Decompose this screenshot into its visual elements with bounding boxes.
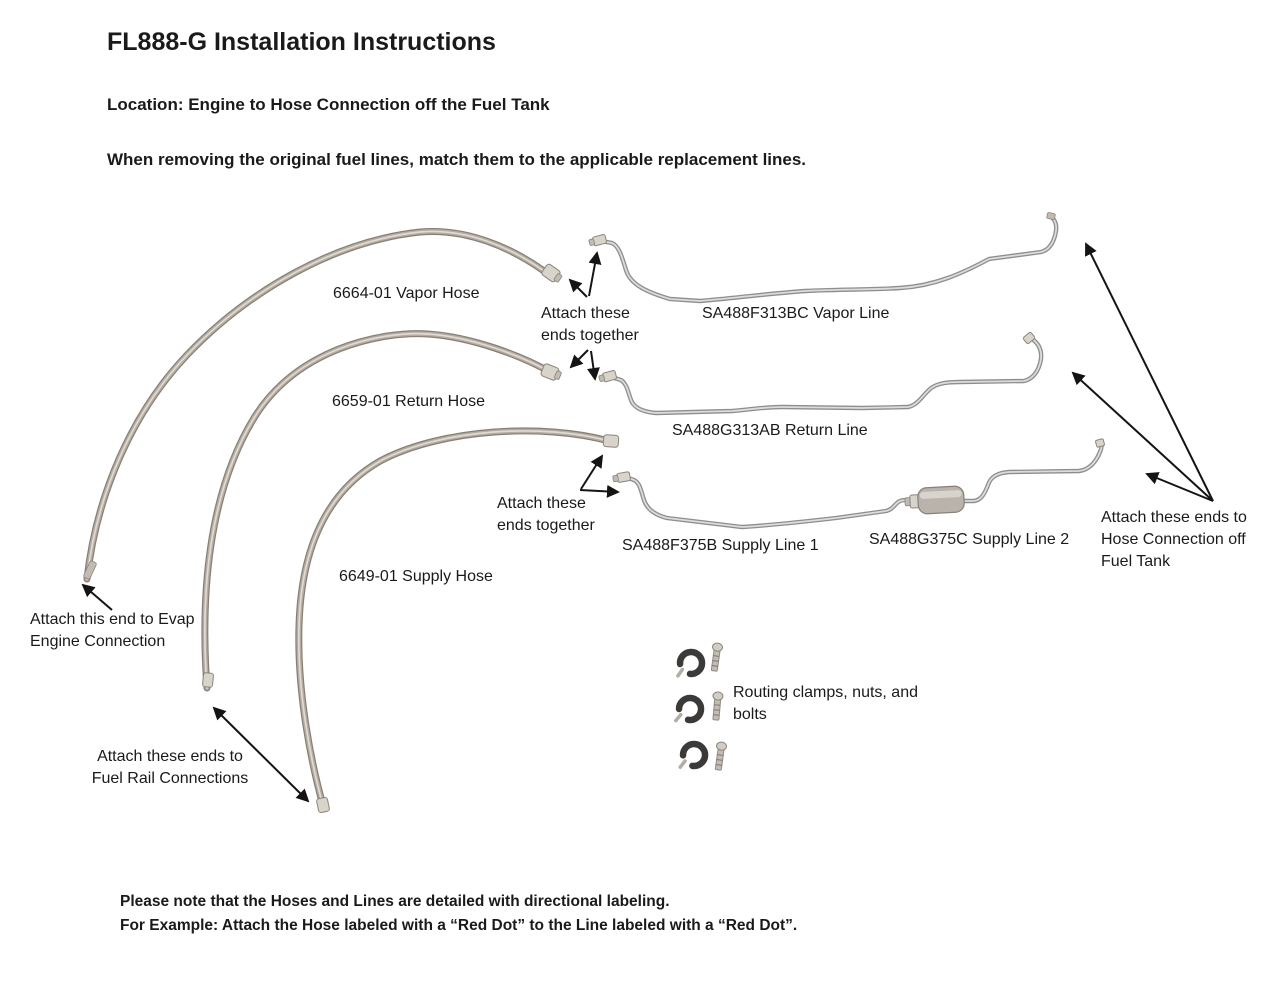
arrow-to-evap-end: [83, 585, 112, 610]
supply-line-graphic: [612, 439, 1104, 527]
annotation-attach-tank: Attach these ends to Hose Connection off Fuel Tank: [1101, 509, 1247, 570]
arrow-to-supply-hose-end: [581, 456, 602, 489]
supply-hose-graphic: [299, 431, 619, 813]
label-vapor-hose: 6664-01 Vapor Hose: [333, 285, 480, 302]
hardware-icons: [672, 642, 727, 770]
return-line-graphic: [598, 332, 1041, 413]
footer-note-line1: Please note that the Hoses and Lines are detailed with directional labeling.: [120, 893, 670, 910]
routing-clamp-icon: [673, 650, 705, 678]
removal-note: When removing the original fuel lines, match them to the applicable replacement lines.: [107, 150, 807, 169]
label-vapor-line: SA488F313BC Vapor Line: [702, 305, 890, 322]
label-return-hose: 6659-01 Return Hose: [332, 393, 485, 410]
annotation-attach-fuel-rail: Attach these ends to Fuel Rail Connections: [91, 748, 249, 787]
routing-clamp-icon: [676, 742, 707, 769]
location-line: Location: Engine to Hose Connection off the Fuel Tank: [107, 95, 550, 114]
arrow-to-vapor-hose-end: [570, 280, 587, 297]
label-supply-line-1: SA488F375B Supply Line 1: [622, 537, 819, 554]
arrow-to-return-line-end: [591, 351, 595, 379]
annotation-attach-vapor-return: Attach these ends together: [541, 305, 639, 344]
arrow-to-supply-line-end: [580, 490, 618, 492]
vapor-line-graphic: [588, 212, 1056, 301]
arrow-to-return-line-tank-end: [1073, 373, 1213, 501]
bolt-icon: [713, 741, 727, 770]
arrow-to-supply-line-tank-end: [1147, 474, 1213, 501]
routing-clamp-icon: [672, 696, 702, 722]
page-title: FL888-G Installation Instructions: [107, 28, 496, 56]
arrow-to-return-hose-end: [571, 350, 588, 367]
label-return-line: SA488G313AB Return Line: [672, 422, 868, 439]
annotation-attach-supply: Attach these ends together: [497, 495, 595, 534]
annotation-clamps-note: Routing clamps, nuts, and bolts: [733, 684, 918, 723]
bolt-icon: [709, 642, 723, 671]
label-supply-hose: 6649-01 Supply Hose: [339, 568, 493, 585]
arrow-to-vapor-line-tank-end: [1086, 244, 1213, 501]
arrow-to-vapor-line-end: [589, 253, 597, 296]
fuel-filter-icon: [904, 486, 964, 515]
annotation-attach-evap: Attach this end to Evap Engine Connection: [30, 611, 195, 650]
bolt-icon: [711, 692, 723, 721]
label-supply-line-2: SA488G375C Supply Line 2: [869, 531, 1070, 548]
footer-note-line2: For Example: Attach the Hose labeled with a “Red Dot” to the Line labeled with a “Red Dot”.: [120, 917, 798, 934]
